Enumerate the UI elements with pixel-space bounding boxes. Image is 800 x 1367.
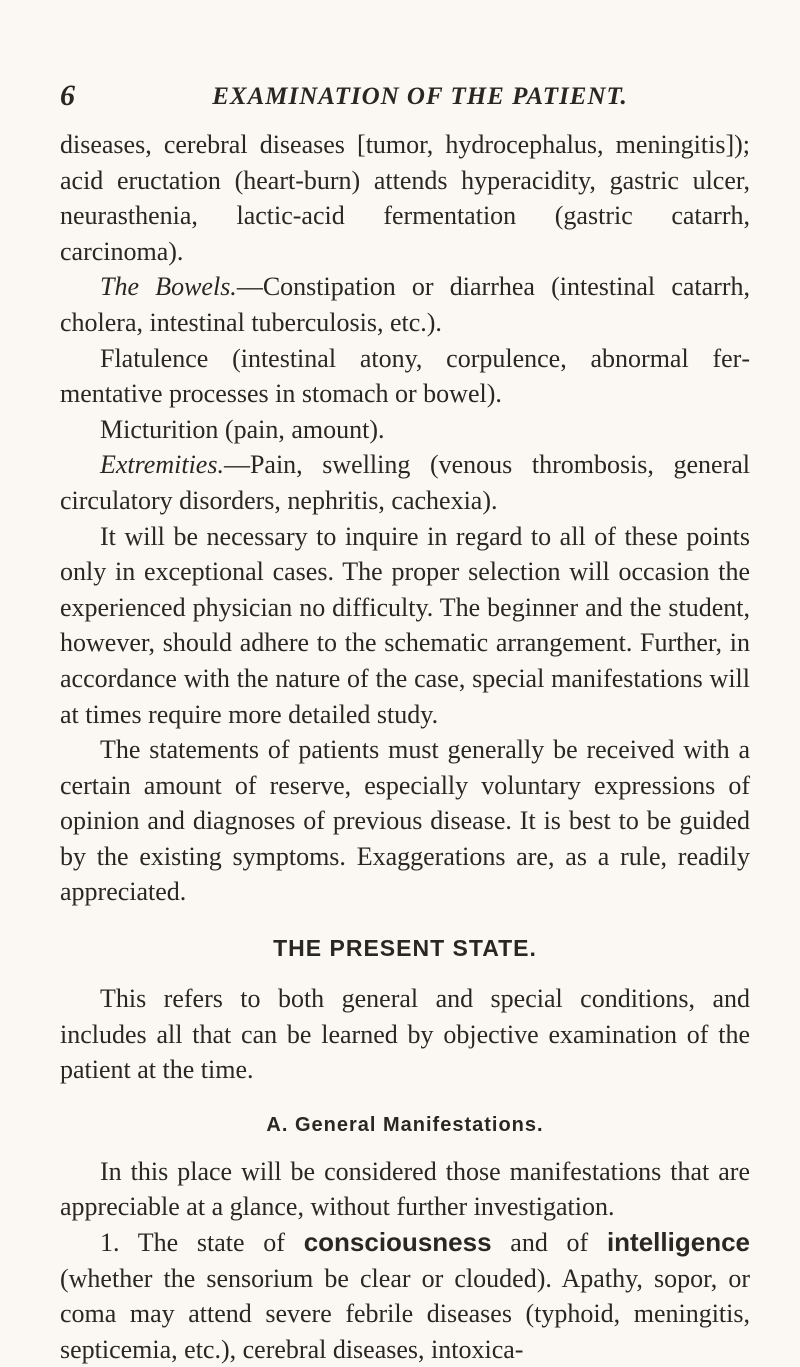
running-head: EXAMINATION OF THE PATIENT. [212, 83, 628, 110]
subsection-heading-general: A. General Manifestations. [266, 1113, 544, 1136]
paragraph-inquiry: It will be necessary to inquire in regard to all of these points only in exceptional cases. The proper selection will occasion the experienced physician no difficulty. The beginner and the student, however, should adhere to the schematic arrangement. Further, in accordance with the nature of the case, special manifestations will at times require more detailed study. [60, 521, 750, 729]
body-text [60, 127, 750, 1367]
extremities-text: —Pain, swelling (venous thrombosis, general circulatory disorders, nephritis, cachexia). [60, 450, 750, 515]
consciousness-join: and of [491, 1228, 607, 1258]
page-header [0, 78, 800, 118]
paragraph-present-state: This refers to both general and special conditions, and includes all that can be learned by objective examination of the patient at the time. [60, 984, 750, 1085]
section-heading-present-state: THE PRESENT STATE. [273, 935, 537, 962]
paragraph-consciousness [60, 1225, 750, 1367]
paragraph-flatulence: Flatulence (intestinal atony, corpulence, abnormal fermentative processes in stomach or bowel). [60, 343, 750, 409]
paragraph-continuation: diseases, cerebral diseases [tumor, hydrocephalus, meningitis]); acid eructation (heart-burn) attends hyperacidity, gastric ulcer, neurasthenia, lactic-acid fermentation (gastric catarrh, carcinoma). [60, 130, 750, 266]
paragraph-bowels [60, 269, 750, 340]
bowels-label: The Bowels. [100, 272, 237, 302]
paragraph-statements: The statements of patients must generally be received with a certain amount of reserve, especially voluntary expressions of opinion and diagnoses of previous disease. It is best to be guided by the existing symptoms. Exaggerations are, as a rule, readily appreciated. [60, 735, 750, 907]
consciousness-rest: (whether the sensorium be clear or clouded). Apathy, sopor, or coma may attend severe febrile diseases (typhoid, meningitis, septicemia, etc.), cerebral diseases, intoxica- [60, 1263, 750, 1364]
paragraph-general: In this place will be considered those manifestations that are appreciable at a glance, without further investigation. [60, 1156, 750, 1222]
page-number: 6 [60, 79, 75, 112]
paragraph-extremities [60, 447, 750, 518]
extremities-label: Extremities. [100, 450, 224, 480]
consciousness-intro: 1. The state of [100, 1228, 304, 1258]
intelligence-term: intelligence [606, 1227, 750, 1258]
paragraph-micturition: Micturition (pain, amount). [100, 414, 385, 444]
bowels-text: —Constipation or diarrhea (intestinal catarrh, cholera, intestinal tuberculosis, etc.). [60, 272, 750, 337]
consciousness-term: consciousness [303, 1227, 492, 1258]
